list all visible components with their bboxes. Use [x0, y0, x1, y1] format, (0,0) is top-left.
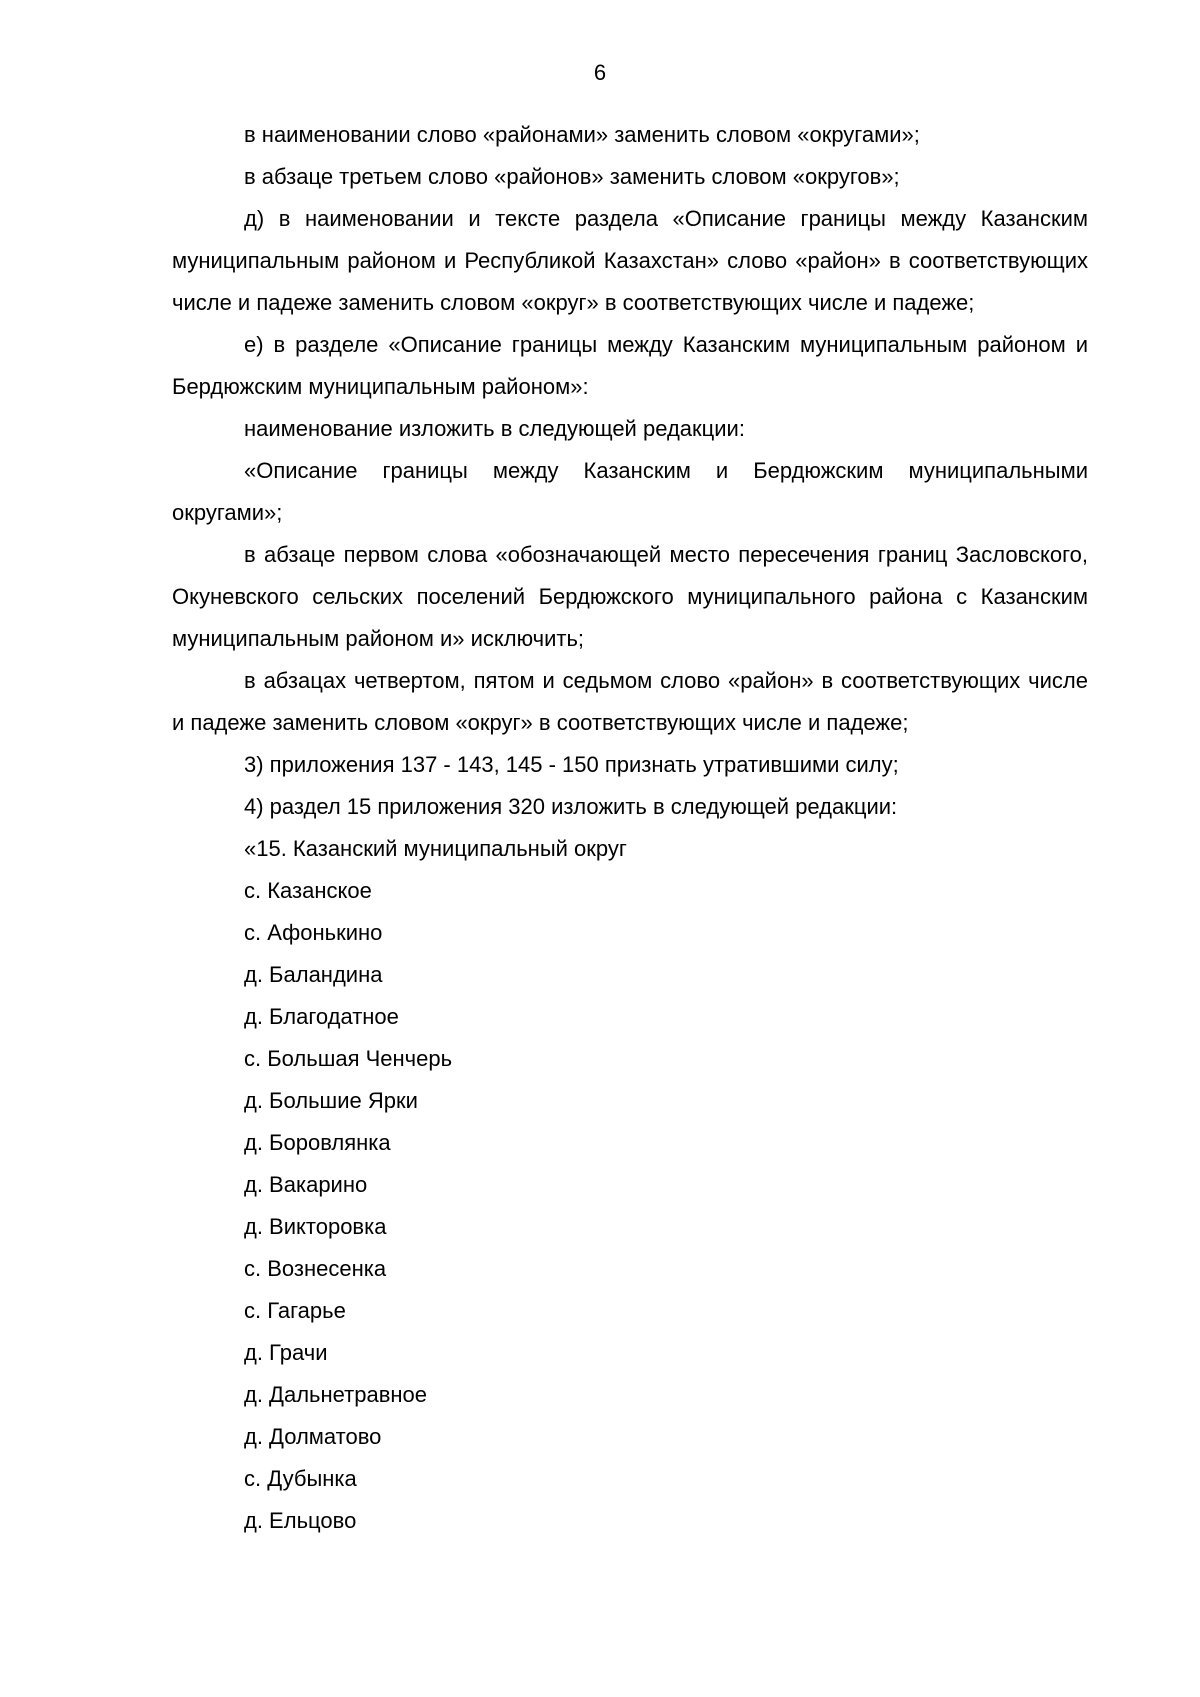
settlement-item: д. Грачи	[244, 1340, 328, 1365]
paragraph: в абзаце третьем слово «районов» заменить словом «округов»;	[244, 164, 900, 189]
settlement-item: с. Дубынка	[244, 1466, 357, 1491]
document-body	[172, 114, 1088, 1542]
settlement-item: д. Боровлянка	[244, 1130, 391, 1155]
settlement-item: с. Гагарье	[244, 1298, 346, 1323]
paragraph: в абзацах четвертом, пятом и седьмом слово «район» в соответствующих числе и падеже заменить словом «округ» в соответствующих числе и падеже;	[172, 668, 1088, 735]
settlement-item: с. Большая Ченчерь	[244, 1046, 453, 1071]
paragraph: «Описание границы между Казанским и Бердюжским муниципальными округами»;	[172, 458, 1088, 525]
paragraph: в наименовании слово «районами» заменить словом «округами»;	[244, 122, 920, 147]
paragraph: 3) приложения 137 - 143, 145 - 150 признать утратившими силу;	[244, 752, 899, 777]
settlement-item: с. Казанское	[244, 878, 372, 903]
settlement-item: с. Афонькино	[244, 920, 383, 945]
paragraph: 4) раздел 15 приложения 320 изложить в следующей редакции:	[244, 794, 898, 819]
settlement-item: д. Дальнетравное	[244, 1382, 428, 1407]
settlement-item: д. Долматово	[244, 1424, 382, 1449]
settlement-item: д. Викторовка	[244, 1214, 387, 1239]
settlement-item: д. Большие Ярки	[244, 1088, 418, 1113]
paragraph: д) в наименовании и тексте раздела «Описание границы между Казанским муниципальным районом и Республикой Казахстан» слово «район» в соответствующих числе и падеже заменить словом «округ» в соответствующих числе и падеже;	[172, 206, 1088, 315]
settlement-item: д. Благодатное	[244, 1004, 399, 1029]
section-heading: «15. Казанский муниципальный округ	[244, 836, 627, 861]
paragraph: наименование изложить в следующей редакции:	[244, 416, 745, 441]
settlement-item: с. Вознесенка	[244, 1256, 387, 1281]
paragraph: в абзаце первом слова «обозначающей место пересечения границ Засловского, Окуневского сельских поселений Бердюжского муниципального района с Казанским муниципальным районом и» исключить;	[172, 542, 1088, 651]
page-number: 6	[593, 60, 607, 85]
settlement-item: д. Ельцово	[244, 1508, 357, 1533]
paragraph: е) в разделе «Описание границы между Казанским муниципальным районом и Бердюжским муниципальным районом»:	[172, 332, 1088, 399]
settlement-item: д. Вакарино	[244, 1172, 368, 1197]
settlement-item: д. Баландина	[244, 962, 383, 987]
